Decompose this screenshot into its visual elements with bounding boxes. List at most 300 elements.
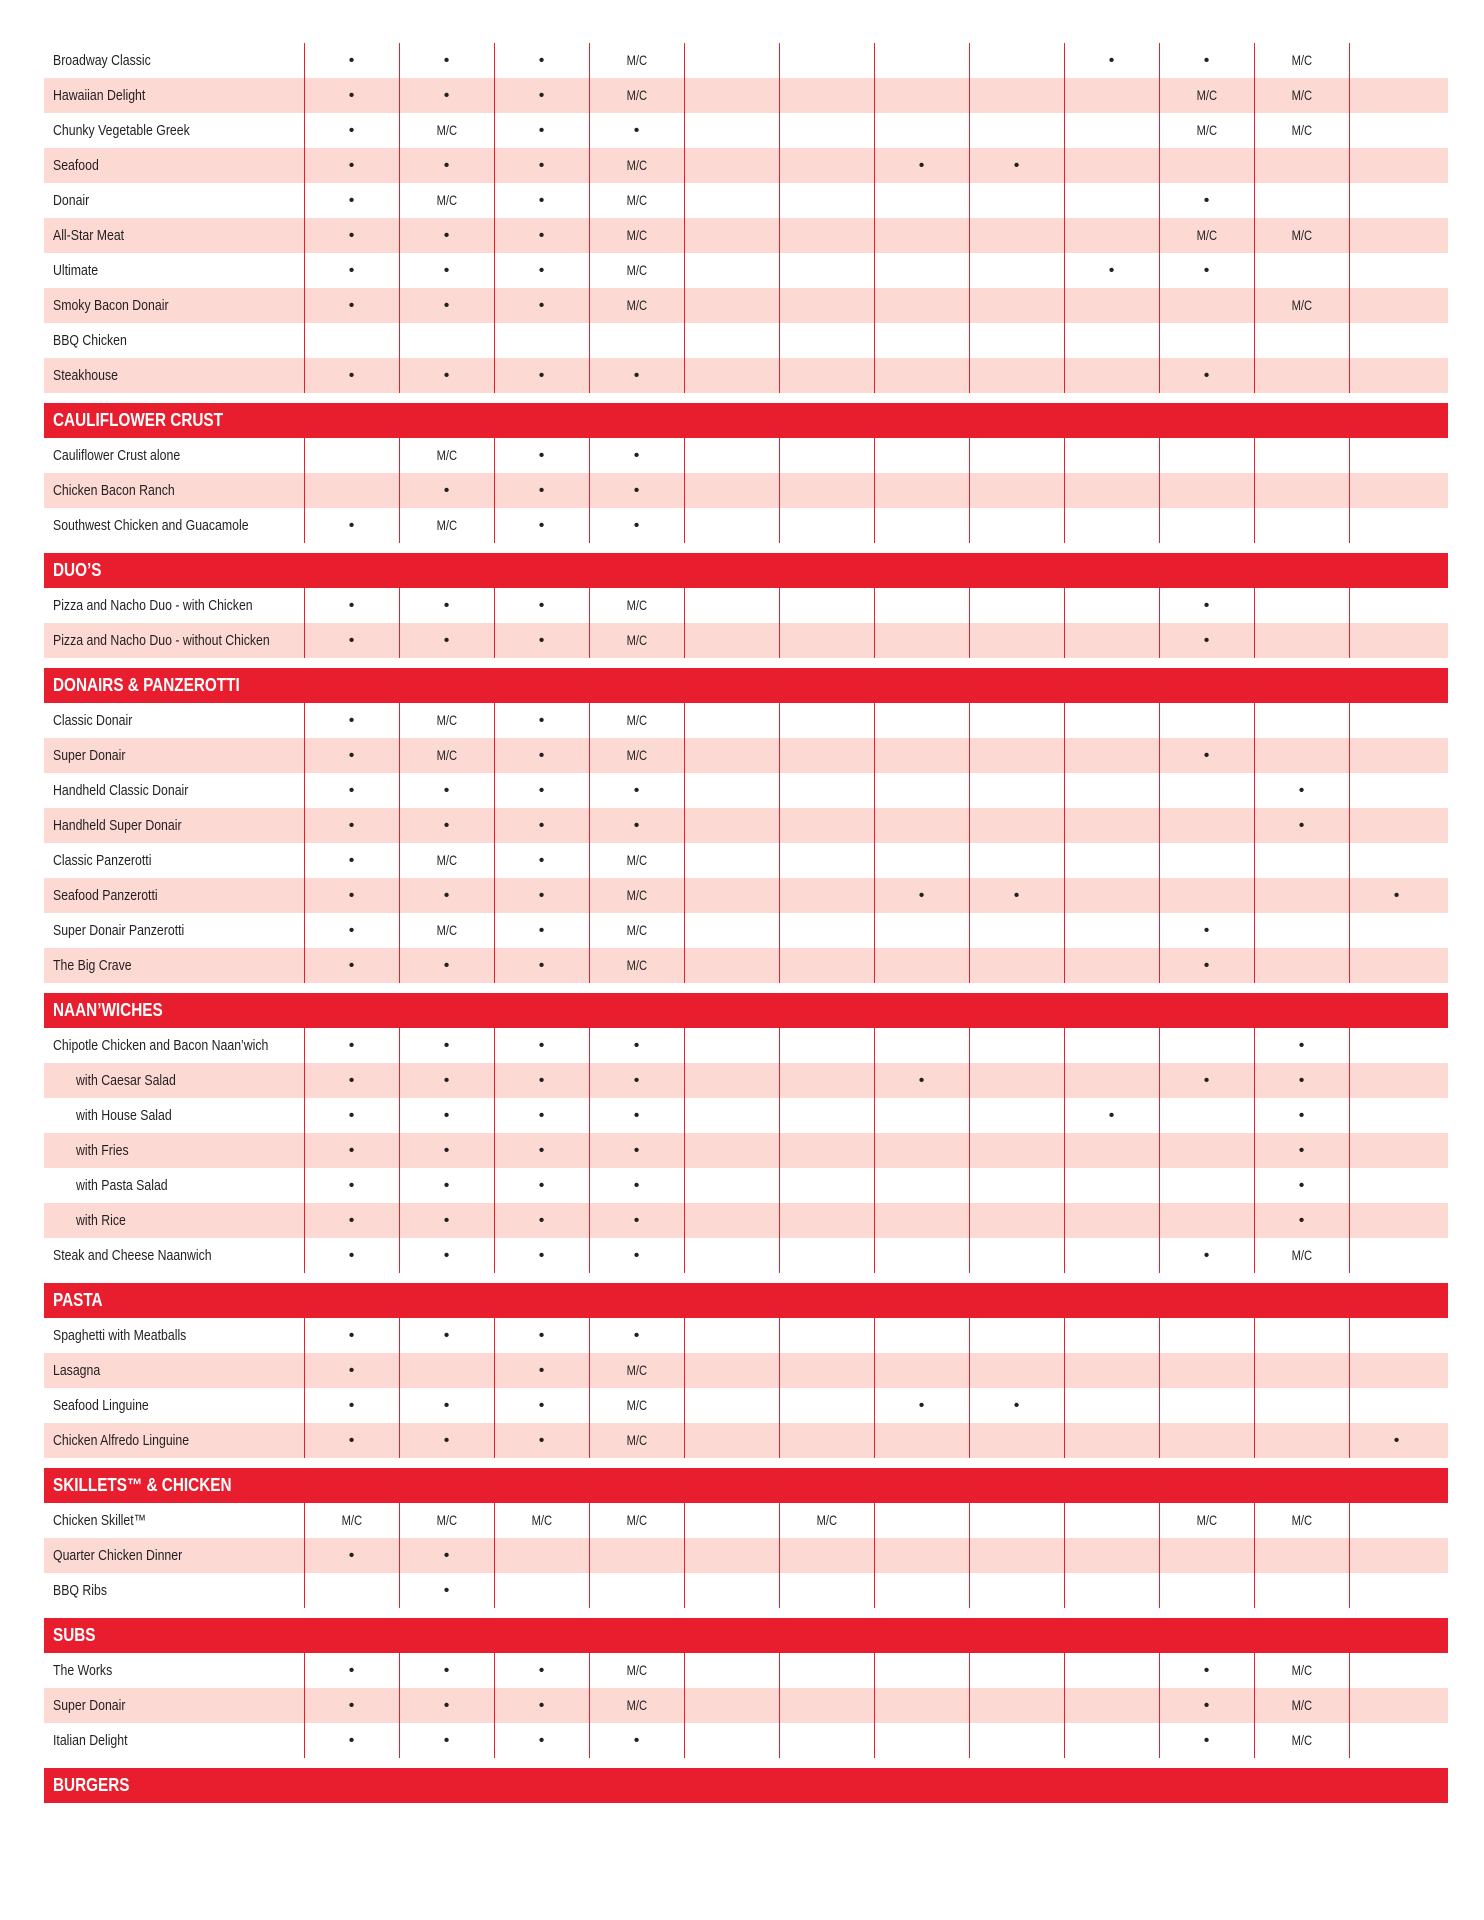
- table-cell: [684, 323, 779, 358]
- table-row: [44, 843, 1448, 878]
- menu-item-name: Classic Donair: [53, 712, 133, 729]
- table-row: [44, 738, 1448, 773]
- table-cell: [1064, 183, 1159, 218]
- column-divider: [1159, 588, 1160, 658]
- menu-item-name: Steakhouse: [53, 367, 118, 384]
- may-contain-mark: M/C: [626, 887, 647, 903]
- table-cell: [399, 148, 494, 183]
- table-cell: [399, 183, 494, 218]
- contains-dot: •: [443, 367, 450, 384]
- section-header: [44, 1768, 1448, 1803]
- table-cell: [589, 1503, 684, 1538]
- table-cell: [1254, 703, 1349, 738]
- table-cell: [874, 183, 969, 218]
- table-cell: [684, 1098, 779, 1133]
- table-cell: [1254, 1028, 1349, 1063]
- contains-dot: •: [1203, 1662, 1210, 1679]
- contains-dot: •: [538, 1177, 545, 1194]
- table-cell: [1254, 1388, 1349, 1423]
- table-cell: [399, 703, 494, 738]
- table-cell: [494, 1028, 589, 1063]
- table-cell: [304, 1098, 399, 1133]
- table-cell: [589, 1573, 684, 1608]
- may-contain-mark: M/C: [1291, 1697, 1312, 1713]
- section-title: SUBS: [53, 1625, 96, 1645]
- table-cell: [304, 323, 399, 358]
- table-cell: [684, 1318, 779, 1353]
- table-cell: [874, 473, 969, 508]
- table-cell: [779, 703, 874, 738]
- table-cell: [874, 773, 969, 808]
- table-cell: [874, 358, 969, 393]
- contains-dot: •: [348, 1142, 355, 1159]
- table-cell: [969, 588, 1064, 623]
- table-cell: [494, 1203, 589, 1238]
- may-contain-mark: M/C: [1291, 1732, 1312, 1748]
- contains-dot: •: [348, 597, 355, 614]
- table-cell: [1349, 358, 1444, 393]
- table-cell: [874, 1203, 969, 1238]
- table-cell: [1159, 508, 1254, 543]
- table-cell: [684, 1028, 779, 1063]
- section-title: DONAIRS & PANZEROTTI: [53, 675, 240, 695]
- table-cell: [779, 843, 874, 878]
- table-cell: [874, 913, 969, 948]
- column-divider: [1254, 703, 1255, 983]
- table-cell: [1349, 1063, 1444, 1098]
- contains-dot: •: [443, 227, 450, 244]
- table-cell: [1254, 508, 1349, 543]
- contains-dot: •: [538, 52, 545, 69]
- column-divider: [589, 1318, 590, 1458]
- table-cell: [589, 148, 684, 183]
- table-cell: [684, 843, 779, 878]
- table-cell: [1064, 623, 1159, 658]
- table-cell: [399, 808, 494, 843]
- contains-dot: •: [348, 712, 355, 729]
- table-cell: [779, 148, 874, 183]
- table-cell: [779, 773, 874, 808]
- table-cell: [1064, 1573, 1159, 1608]
- may-contain-mark: M/C: [1196, 1512, 1217, 1528]
- may-contain-mark: M/C: [1196, 87, 1217, 103]
- column-divider: [969, 1653, 970, 1758]
- may-contain-mark: M/C: [1196, 227, 1217, 243]
- contains-dot: •: [348, 1397, 355, 1414]
- column-divider: [874, 438, 875, 543]
- may-contain-mark: M/C: [1291, 1247, 1312, 1263]
- may-contain-mark: M/C: [1291, 227, 1312, 243]
- table-cell: [589, 1168, 684, 1203]
- table-cell: [684, 1168, 779, 1203]
- table-cell: [304, 913, 399, 948]
- table-cell: [969, 1538, 1064, 1573]
- column-divider: [1349, 1653, 1350, 1758]
- may-contain-mark: M/C: [626, 1362, 647, 1378]
- table-cell: [589, 1133, 684, 1168]
- table-cell: [304, 1133, 399, 1168]
- column-divider: [589, 588, 590, 658]
- table-cell: [399, 1133, 494, 1168]
- may-contain-mark: M/C: [626, 297, 647, 313]
- table-cell: [1159, 1723, 1254, 1758]
- table-row: [44, 1203, 1448, 1238]
- contains-dot: •: [538, 1142, 545, 1159]
- column-divider: [779, 438, 780, 543]
- column-divider: [589, 43, 590, 393]
- column-divider: [494, 43, 495, 393]
- column-divider: [874, 703, 875, 983]
- table-cell: [494, 1423, 589, 1458]
- table-row: [44, 588, 1448, 623]
- table-row: [44, 1503, 1448, 1538]
- table-cell: [874, 843, 969, 878]
- contains-dot: •: [633, 1247, 640, 1264]
- table-cell: [399, 1203, 494, 1238]
- table-cell: [494, 1318, 589, 1353]
- table-cell: [399, 1388, 494, 1423]
- may-contain-mark: M/C: [626, 957, 647, 973]
- contains-dot: •: [443, 1177, 450, 1194]
- table-cell: [1159, 1318, 1254, 1353]
- table-cell: [1064, 1203, 1159, 1238]
- table-cell: [304, 508, 399, 543]
- column-divider: [399, 588, 400, 658]
- contains-dot: •: [443, 297, 450, 314]
- table-cell: [684, 878, 779, 913]
- contains-dot: •: [1298, 1212, 1305, 1229]
- table-cell: [779, 1388, 874, 1423]
- may-contain-mark: M/C: [1291, 87, 1312, 103]
- may-contain-mark: M/C: [626, 157, 647, 173]
- table-cell: [1064, 1133, 1159, 1168]
- table-cell: [684, 738, 779, 773]
- table-cell: [684, 358, 779, 393]
- contains-dot: •: [633, 1327, 640, 1344]
- table-cell: [399, 773, 494, 808]
- table-cell: [684, 1723, 779, 1758]
- contains-dot: •: [538, 922, 545, 939]
- contains-dot: •: [1203, 747, 1210, 764]
- table-cell: [684, 438, 779, 473]
- contains-dot: •: [1108, 262, 1115, 279]
- table-cell: [589, 1203, 684, 1238]
- table-cell: [1349, 148, 1444, 183]
- contains-dot: •: [538, 1247, 545, 1264]
- table-cell: [1064, 1028, 1159, 1063]
- contains-dot: •: [443, 597, 450, 614]
- contains-dot: •: [348, 1037, 355, 1054]
- table-row: [44, 508, 1448, 543]
- column-divider: [304, 703, 305, 983]
- table-cell: [779, 1063, 874, 1098]
- table-cell: [969, 323, 1064, 358]
- may-contain-mark: M/C: [626, 712, 647, 728]
- table-cell: [1064, 113, 1159, 148]
- table-cell: [494, 78, 589, 113]
- table-cell: [304, 1573, 399, 1608]
- table-cell: [589, 218, 684, 253]
- column-divider: [494, 703, 495, 983]
- column-divider: [1254, 1318, 1255, 1458]
- table-cell: [969, 358, 1064, 393]
- table-cell: [874, 1653, 969, 1688]
- contains-dot: •: [538, 1397, 545, 1414]
- table-cell: [304, 1063, 399, 1098]
- table-cell: [1349, 588, 1444, 623]
- contains-dot: •: [348, 517, 355, 534]
- table-cell: [969, 913, 1064, 948]
- table-cell: [684, 913, 779, 948]
- contains-dot: •: [538, 447, 545, 464]
- column-divider: [684, 1318, 685, 1458]
- table-cell: [1349, 438, 1444, 473]
- table-cell: [779, 323, 874, 358]
- table-cell: [779, 948, 874, 983]
- column-divider: [1064, 588, 1065, 658]
- table-cell: [1349, 1723, 1444, 1758]
- contains-dot: •: [348, 367, 355, 384]
- contains-dot: •: [538, 1072, 545, 1089]
- table-row: [44, 1028, 1448, 1063]
- contains-dot: •: [538, 852, 545, 869]
- table-cell: [1064, 913, 1159, 948]
- contains-dot: •: [1298, 1037, 1305, 1054]
- may-contain-mark: M/C: [436, 192, 457, 208]
- table-cell: [399, 253, 494, 288]
- column-divider: [1159, 438, 1160, 543]
- table-cell: [779, 508, 874, 543]
- column-divider: [969, 43, 970, 393]
- table-cell: [589, 288, 684, 323]
- column-divider: [494, 1653, 495, 1758]
- table-cell: [969, 438, 1064, 473]
- column-divider: [304, 438, 305, 543]
- table-cell: [1349, 738, 1444, 773]
- table-cell: [494, 218, 589, 253]
- column-divider: [399, 438, 400, 543]
- table-cell: [304, 1028, 399, 1063]
- table-cell: [1064, 1653, 1159, 1688]
- table-cell: [779, 623, 874, 658]
- section-title: DUO’S: [53, 560, 102, 580]
- contains-dot: •: [538, 192, 545, 209]
- column-divider: [1064, 438, 1065, 543]
- table-cell: [779, 358, 874, 393]
- table-cell: [1159, 1098, 1254, 1133]
- table-cell: [969, 1098, 1064, 1133]
- table-cell: [779, 588, 874, 623]
- contains-dot: •: [348, 852, 355, 869]
- contains-dot: •: [348, 782, 355, 799]
- table-cell: [874, 1353, 969, 1388]
- table-cell: [494, 473, 589, 508]
- table-cell: [1064, 1318, 1159, 1353]
- table-cell: [874, 1238, 969, 1273]
- table-cell: [874, 738, 969, 773]
- menu-item-name: Steak and Cheese Naanwich: [53, 1247, 212, 1264]
- may-contain-mark: M/C: [436, 712, 457, 728]
- contains-dot: •: [538, 517, 545, 534]
- column-divider: [874, 43, 875, 393]
- table-cell: [874, 1133, 969, 1168]
- table-cell: [1254, 1063, 1349, 1098]
- table-cell: [589, 1063, 684, 1098]
- table-cell: [399, 1688, 494, 1723]
- table-cell: [1064, 1723, 1159, 1758]
- contains-dot: •: [633, 122, 640, 139]
- menu-item-name: Pizza and Nacho Duo - without Chicken: [53, 632, 270, 649]
- table-cell: [1349, 948, 1444, 983]
- table-cell: [1159, 323, 1254, 358]
- table-cell: [874, 1573, 969, 1608]
- table-cell: [969, 1238, 1064, 1273]
- may-contain-mark: M/C: [436, 447, 457, 463]
- table-cell: [969, 738, 1064, 773]
- table-cell: [874, 113, 969, 148]
- column-divider: [494, 1503, 495, 1608]
- may-contain-mark: M/C: [436, 517, 457, 533]
- table-cell: [779, 1318, 874, 1353]
- may-contain-mark: M/C: [1291, 122, 1312, 138]
- table-cell: [589, 878, 684, 913]
- table-cell: [1064, 1353, 1159, 1388]
- table-row: [44, 1538, 1448, 1573]
- column-divider: [1254, 1028, 1255, 1273]
- contains-dot: •: [538, 1732, 545, 1749]
- table-row: [44, 43, 1448, 78]
- table-cell: [779, 808, 874, 843]
- table-cell: [1159, 1653, 1254, 1688]
- menu-item-name: All-Star Meat: [53, 227, 125, 244]
- table-row: [44, 473, 1448, 508]
- table-cell: [874, 1388, 969, 1423]
- table-cell: [1159, 1028, 1254, 1063]
- table-cell: [1064, 948, 1159, 983]
- table-cell: [1064, 473, 1159, 508]
- table-cell: [304, 1238, 399, 1273]
- contains-dot: •: [348, 52, 355, 69]
- contains-dot: •: [1203, 922, 1210, 939]
- menu-item-name: Super Donair: [53, 747, 126, 764]
- table-cell: [779, 43, 874, 78]
- table-cell: [1159, 843, 1254, 878]
- column-divider: [304, 1028, 305, 1273]
- table-cell: [779, 1573, 874, 1608]
- contains-dot: •: [348, 747, 355, 764]
- column-divider: [494, 438, 495, 543]
- contains-dot: •: [443, 1397, 450, 1414]
- may-contain-mark: M/C: [626, 1697, 647, 1713]
- table-cell: [779, 253, 874, 288]
- table-cell: [1349, 1423, 1444, 1458]
- table-cell: [399, 1573, 494, 1608]
- table-cell: [779, 473, 874, 508]
- table-cell: [969, 623, 1064, 658]
- menu-item-name: Italian Delight: [53, 1732, 128, 1749]
- table-cell: [494, 183, 589, 218]
- table-cell: [969, 1573, 1064, 1608]
- may-contain-mark: M/C: [626, 1662, 647, 1678]
- table-cell: [589, 738, 684, 773]
- table-row: [44, 1723, 1448, 1758]
- contains-dot: •: [538, 887, 545, 904]
- table-cell: [969, 1168, 1064, 1203]
- table-cell: [1159, 1503, 1254, 1538]
- table-row: [44, 1168, 1448, 1203]
- table-cell: [589, 623, 684, 658]
- column-divider: [779, 1653, 780, 1758]
- table-row: [44, 878, 1448, 913]
- column-divider: [969, 438, 970, 543]
- column-divider: [1064, 1028, 1065, 1273]
- table-cell: [969, 218, 1064, 253]
- table-cell: [1254, 1688, 1349, 1723]
- table-row: [44, 1423, 1448, 1458]
- table-cell: [399, 1098, 494, 1133]
- menu-item-name: Pizza and Nacho Duo - with Chicken: [53, 597, 253, 614]
- table-cell: [304, 43, 399, 78]
- table-row: [44, 288, 1448, 323]
- table-cell: [1064, 508, 1159, 543]
- table-cell: [399, 913, 494, 948]
- table-cell: [1349, 113, 1444, 148]
- section-header: [44, 553, 1448, 588]
- table-row: [44, 913, 1448, 948]
- table-cell: [1349, 1203, 1444, 1238]
- may-contain-mark: M/C: [626, 747, 647, 763]
- column-divider: [399, 1503, 400, 1608]
- contains-dot: •: [1298, 817, 1305, 834]
- table-cell: [684, 288, 779, 323]
- contains-dot: •: [348, 1212, 355, 1229]
- table-cell: [589, 773, 684, 808]
- contains-dot: •: [1203, 597, 1210, 614]
- table-cell: [1254, 288, 1349, 323]
- table-cell: [304, 703, 399, 738]
- table-cell: [969, 78, 1064, 113]
- table-cell: [1064, 1098, 1159, 1133]
- table-cell: [1064, 148, 1159, 183]
- table-cell: [684, 113, 779, 148]
- table-cell: [304, 438, 399, 473]
- contains-dot: •: [1298, 1142, 1305, 1159]
- table-cell: [874, 878, 969, 913]
- table-cell: [399, 323, 494, 358]
- contains-dot: •: [1203, 1697, 1210, 1714]
- contains-dot: •: [633, 1212, 640, 1229]
- column-divider: [399, 1318, 400, 1458]
- column-divider: [589, 1653, 590, 1758]
- table-cell: [589, 1538, 684, 1573]
- table-cell: [779, 183, 874, 218]
- menu-item-name: Chicken Alfredo Linguine: [53, 1432, 190, 1449]
- may-contain-mark: M/C: [436, 122, 457, 138]
- column-divider: [969, 703, 970, 983]
- table-row: [44, 1688, 1448, 1723]
- contains-dot: •: [443, 87, 450, 104]
- menu-item-name: with Fries: [76, 1142, 129, 1159]
- table-cell: [1254, 1318, 1349, 1353]
- may-contain-mark: M/C: [1291, 1512, 1312, 1528]
- menu-item-name: Seafood Linguine: [53, 1397, 149, 1414]
- table-cell: [399, 948, 494, 983]
- contains-dot: •: [443, 1662, 450, 1679]
- column-divider: [969, 1028, 970, 1273]
- column-divider: [684, 703, 685, 983]
- column-divider: [684, 1503, 685, 1608]
- table-cell: [1159, 288, 1254, 323]
